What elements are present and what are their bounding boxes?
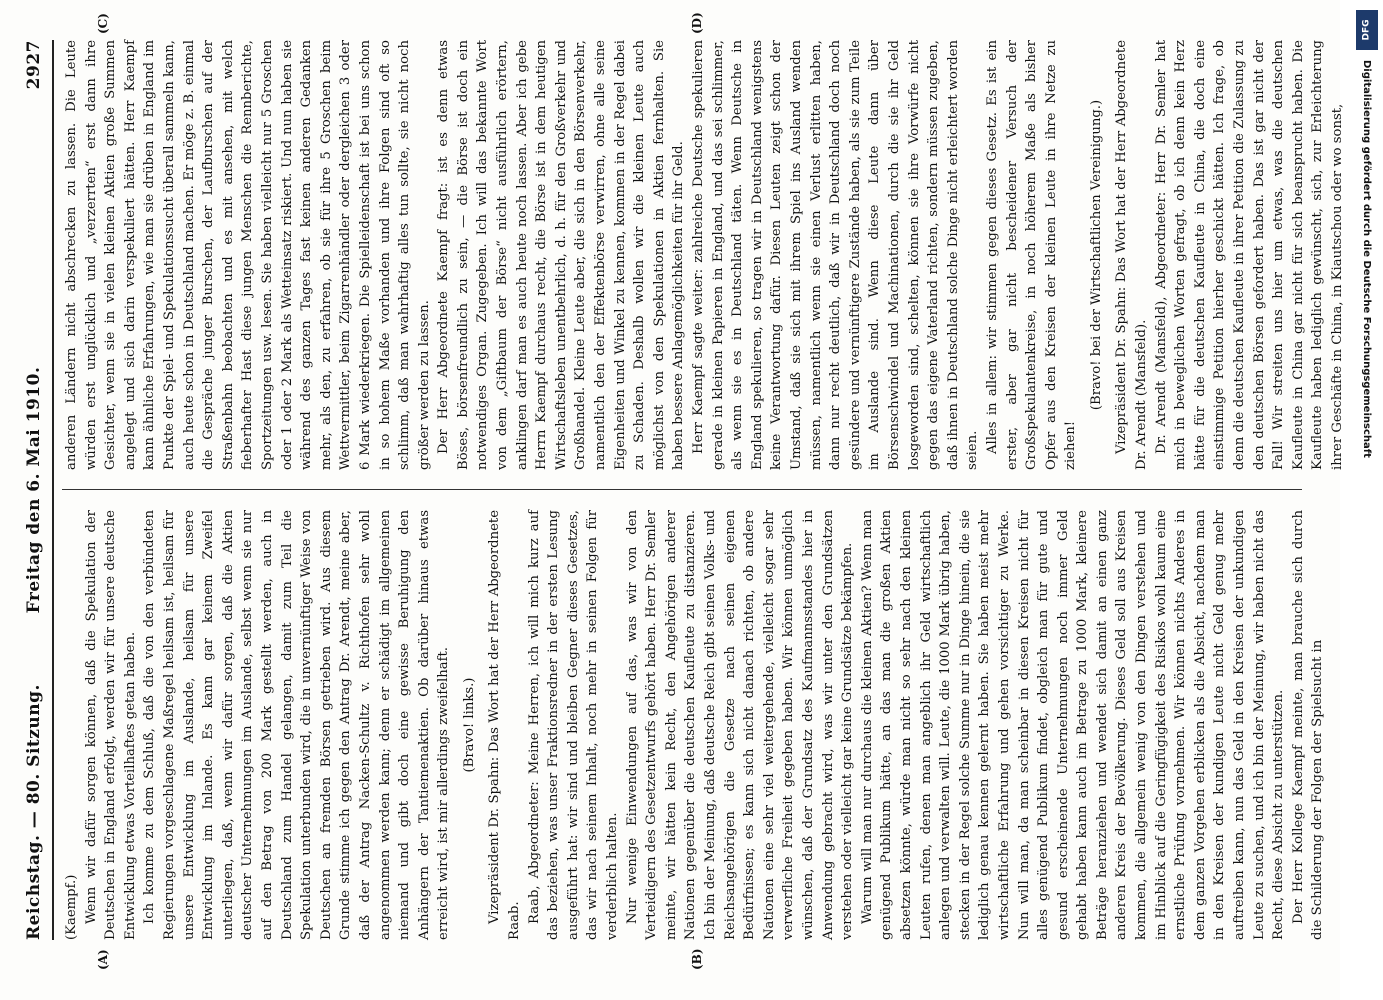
page-header [18,40,52,940]
digitization-credit [1358,60,1378,960]
margin-marker-a: (A) [96,949,110,970]
header-rule [52,40,54,940]
paragraph: Vizepräsident Dr. Spahn: Das Wort hat der Herr Abgeordnete Dr. Arendt (Mansfeld). [1114,40,1150,470]
paragraph: Raab, Abgeordneter: Meine Herren, ich will mich kurz auf das beziehen, was unser Fraktionsredner in der ersten Lesung ausgeführt hat: wir sind und bleiben Gegner dieses Gesetzes, das wir nach seinem Inhalt, noch mehr in seinen Folgen für verderblich halten. [526,510,621,940]
dfg-logo-text: DFG [1361,19,1372,41]
paragraph: Wenn wir dafür sorgen können, daß die Spekulation der Deutschen in England erfolgt, werden wir für unsere deutsche Entwicklung etwas Vorteilhaftes getan haben. [83,510,138,940]
speaker-tag: (Kaempf.) [64,874,79,940]
right-column [62,40,1348,470]
margin-marker-b: (B) [690,948,704,970]
paragraph: Der Herr Kollege Kaempf meinte, man brauche sich durch die Schilderung der Folgen der Spielsucht in [1290,510,1326,940]
margin-marker-d: (D) [690,12,704,34]
paragraph: Herr Kaempf sagte weiter: zahlreiche Deutsche spekulieren gerade in kleinen Papieren in England, und das sei schlimmer, als wenn sie es in Deutschland täten. Wenn Deutsche in England spekulieren, so tragen wir in Deutschland wenigstens keine Verantwortung dafür. Diesen Leuten zeigt schon der Umstand, daß sie sich mit ihrem Spiel ins Ausland wenden müssen, namentlich wenn sie einen Verlust erlitten haben, dann nur recht deutlich, daß wir in Deutschland doch noch gesündere und vernünftigere Zustände haben, als sie zum Teile im Auslande sind. Wenn diese Leute dann über Börsenschwindel und Machinationen, durch die sie ihr Geld losgeworden sind, schelten, können sie ihre Vorwürfe nicht gegen das eigene Vaterland richten, sondern müssen zugeben, daß ihnen in Deutschland solche Dinge nicht erleichtert worden seien. [691,40,981,470]
header-page-number: 2927 [24,40,44,90]
digitization-sidebar [1352,0,1383,1000]
paragraph: anderen Ländern nicht abschrecken zu lassen. Die Leute würden erst unglücklich und „verzerrten“ erst dann ihre Gesichter, wenn sie in vielen kleinen Aktien große Summen angelegt und sich darin verspekuliert hätten. Herr Kaempf kann ähnliche Erfahrungen, wie man sie drüben in England im Punkte der Spiel- und Spekulationssucht überall sammeln kann, auch heute schon in Deutschland machen. Er möge z. B. einmal die Gespräche junger Burschen, der Laufburschen auf der Straßenbahn beobachten und es mit ansehen, mit welch fieberhafter Hast diese jungen Menschen die Rennberichte, Sportzeitungen usw. lesen. Sie haben vielleicht nur 5 Groschen oder 1 oder 2 Mark als Wetteinsatz riskiert. Und nun haben sie während des ganzen Tages fast keinen anderen Gedanken mehr, als den, zu erfahren, ob sie für ihre 5 Groschen beim Wettvermittler, beim Zigarrenhändler oder dergleichen 3 oder 6 Mark wiederkriegen. Die Spielleidenschaft ist bei uns schon in so hohem Maße vorhanden und ihre Folgen sind oft so schlimm, daß man wahrhaftig alles tun sollte, sie nicht noch größer werden zu lassen. [64,40,432,470]
left-column [62,510,1328,940]
paragraph: Vizepräsident Dr. Spahn: Das Wort hat der Herr Abgeordnete Raab. [487,510,523,940]
header-session: Reichstag. — 80. Sitzung. [24,684,44,940]
column-divider [62,489,1302,490]
paragraph: Warum will man nur durchaus die kleinen Aktien? Wenn man genügend Publikum hätte, an das man die großen Aktien absetzen könnte, würde man nicht so sehr nach den kleinen Leuten rufen, denen man angeblich ihr Geld wirtschaftlich anlegen und verwalten will. Leute, die 1000 Mark übrig haben, stecken in der Regel solche Summe nur in Dinge hinein, die sie lediglich genau kennen gelernt haben. Sie haben meist mehr wirtschaftliche Erfahrung und gehen vorsichtiger zu Werke. Nun will man, da man scheinbar in diesen Kreisen nicht für alles genügend Publikum findet, obgleich man für gute und gesund erscheinende Unternehmungen noch immer Geld gehabt haben kann auch im Betrage zu 1000 Mark, kleinere Beträge heranziehen und wendet sich damit an einen ganz anderen Kreis der Bevölkerung. Dieses Geld soll aus Kreisen kommen, die allgemein wenig von den Dingen verstehen und im Hinblick auf die Geringfügigkeit des Risikos wohl kaum eine ernstliche Prüfung vornehmen. Wir können nichts Anderes in dem ganzen Vorgehen erblicken als die Absicht, nachdem man in den Kreisen der kundigen Leute nicht Geld genug mehr auftreiben kann, nun das Geld in den Kreisen der unkundigen Leute zu suchen, und ich bin der Meinung, wir haben nicht das Recht, diese Absicht zu unterstützen. [859,510,1287,940]
margin-marker-c: (C) [96,13,110,34]
dfg-logo-icon [1356,10,1378,50]
credit-text: Digitalisierung gefördert durch die Deutsche Forschungsgemeinschaft [1361,60,1372,458]
paragraph: Der Herr Abgeordnete Kaempf fragt: ist es denn etwas Böses, börsenfreundlich zu sein, — die Börse ist doch ein notwendiges Organ. Zugegeben. Ich will das bekannte Wort von dem „Giftbaum der Börse“ nicht ausführlich erörtern, anklingen darf man es auch heute noch lassen. Aber ich gebe Herrn Kaempf durchaus recht, die Börse ist in dem heutigen Wirtschaftsleben unentbehrlich, d. h. für den Großverkehr und Großhandel. Kleine Leute aber, die sich in den Börsenverkehr, namentlich den der Effektenbörse verwirren, ohne alle seine Eigenheiten und Winkel zu kennen, kommen in der Regel dabei zu Schaden. Deshalb wollen wir die kleinen Leute auch möglichst von den Spekulationen in Aktien fernhalten. Sie haben bessere Anlagemöglichkeiten für ihr Geld. [436,40,687,470]
paragraph: Dr. Arendt (Mansfeld), Abgeordneter: Herr Dr. Semler hat mich in beweglichen Worten gefragt, ob ich denn kein Herz hätte für die deutschen Kaufleute in China, die doch eine einstimmige Petition hierher geschickt hätten. Ich frage, ob denn die deutschen Kaufleute in ihrer Petition die Zulassung zu den deutschen Börsen gefordert haben. Das ist gar nicht der Fall! Wir streiten uns hier um etwas, was die deutschen Kaufleute in China gar nicht für sich beansprucht haben. Die Kaufleute haben lediglich gewünscht, sich, zur Erleichterung ihrer Geschäfte in China, in Kiautschou oder wo sonst, [1153,40,1345,470]
applause-note: (Bravo! links.) [461,677,477,773]
paragraph: Ich komme zu dem Schluß, daß die von den verbündeten Regierungen vorgeschlagene Maßregel heilsam ist, heilsam für unsere Entwicklung im Auslande, heilsam für unsere Entwicklung im Inlande. Es kann gar keinem Zweifel unterliegen, daß, wenn wir dafür sorgen, daß die Aktien deutscher Unternehmungen im Auslande, selbst wenn sie nur auf den Betrag von 200 Mark gestellt werden, auch in Deutschland zum Handel gelangen, damit zum Teil die Spekulation unterbunden wird, die in unvernünftiger Weise von Deutschen an fremden Börsen getrieben wird. Aus diesem Grunde stimme ich gegen den Antrag Dr. Arendt, meine aber, daß der Antrag Nacken-Schultz v. Richthofen sehr wohl angenommen werden kann; denn er schädigt im allgemeinen niemand und gibt doch eine gewisse Beruhigung den Anhängern der Tantiemenaktien. Ob darüber hinaus etwas erreicht wird, ist mir allerdings zweifelhaft. [142,510,452,940]
paragraph: Alles in allem: wir stimmen gegen dieses Gesetz. Es ist ein erster, aber gar nicht bescheidener Versuch der Großspekulantenkreise, in noch höherem Maße als bisher Opfer aus den Kreisen der kleinen Leute in ihre Netze zu ziehen! [984,40,1079,470]
header-date: Freitag den 6. Mai 1910. [24,366,44,614]
applause-note: (Bravo! bei der Wirtschaftlichen Vereinigung.) [1088,99,1104,411]
paragraph: Nur wenige Einwendungen auf das, was wir von den Verteidigern des Gesetzentwurfs gehört haben. Herr Dr. Semler meinte, wir hätten kein Recht, den Angehörigen anderer Nationen gegenüber die deutschen Kaufleute zu distanzieren. Ich bin der Meinung, daß deutsche Reich gibt seinen Volks- und Reichsangehörigen die Gesetze nach seinen eigenen Bedürfnissen; es kann sich nicht danach richten, ob andere Nationen eine sehr viel weitergehende, vielleicht sogar sehr verwerfliche Freiheit gegeben haben. Wir können unmöglich wünschen, daß der Grundsatz des Kaufmannsstandes hier in Anwendung gebracht wird, was wir unter den Grundsätzen verstehen oder vielleicht gar keine Grundsätze bekämpfen. [624,510,856,940]
